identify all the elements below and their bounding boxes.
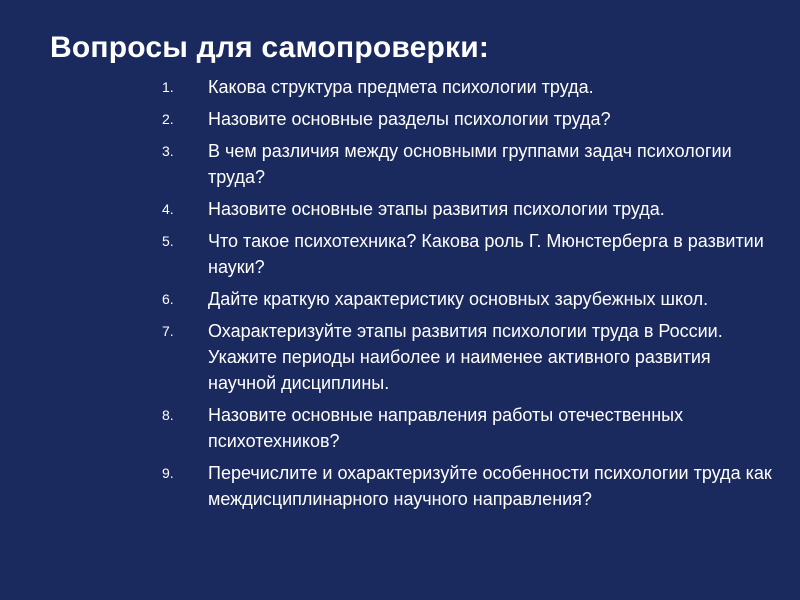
item-text: Какова структура предмета психологии труда. bbox=[208, 77, 594, 97]
item-number: 4. bbox=[162, 201, 174, 217]
list-item bbox=[162, 74, 772, 100]
list-item bbox=[162, 402, 772, 454]
item-text: В чем различия между основными группами задач психологии труда? bbox=[208, 141, 732, 187]
item-number: 1. bbox=[162, 79, 174, 95]
list-item bbox=[162, 196, 772, 222]
item-text: Охарактеризуйте этапы развития психологии труда в России. Укажите периоды наиболее и наименее активного развития научной дисциплины. bbox=[208, 321, 723, 393]
item-text: Назовите основные разделы психологии труда? bbox=[208, 109, 611, 129]
item-number: 9. bbox=[162, 465, 174, 481]
item-text: Назовите основные этапы развития психологии труда. bbox=[208, 199, 665, 219]
list-item bbox=[162, 460, 772, 512]
list-item bbox=[162, 286, 772, 312]
item-number: 3. bbox=[162, 143, 174, 159]
slide-title: Вопросы для самопроверки: bbox=[50, 31, 490, 64]
item-number: 7. bbox=[162, 323, 174, 339]
item-text: Что такое психотехника? Какова роль Г. Мюнстерберга в развитии науки? bbox=[208, 231, 764, 277]
item-text: Назовите основные направления работы отечественных психотехников? bbox=[208, 405, 684, 451]
list-item bbox=[162, 138, 772, 190]
item-number: 2. bbox=[162, 111, 174, 127]
list-item bbox=[162, 106, 772, 132]
item-text: Перечислите и охарактеризуйте особенности психологии труда как междисциплинарного научного направления? bbox=[208, 463, 772, 509]
item-text: Дайте краткую характеристику основных зарубежных школ. bbox=[208, 289, 709, 309]
question-list bbox=[162, 74, 772, 518]
item-number: 5. bbox=[162, 233, 174, 249]
list-item bbox=[162, 318, 772, 396]
list-item bbox=[162, 228, 772, 280]
item-number: 6. bbox=[162, 291, 174, 307]
item-number: 8. bbox=[162, 407, 174, 423]
